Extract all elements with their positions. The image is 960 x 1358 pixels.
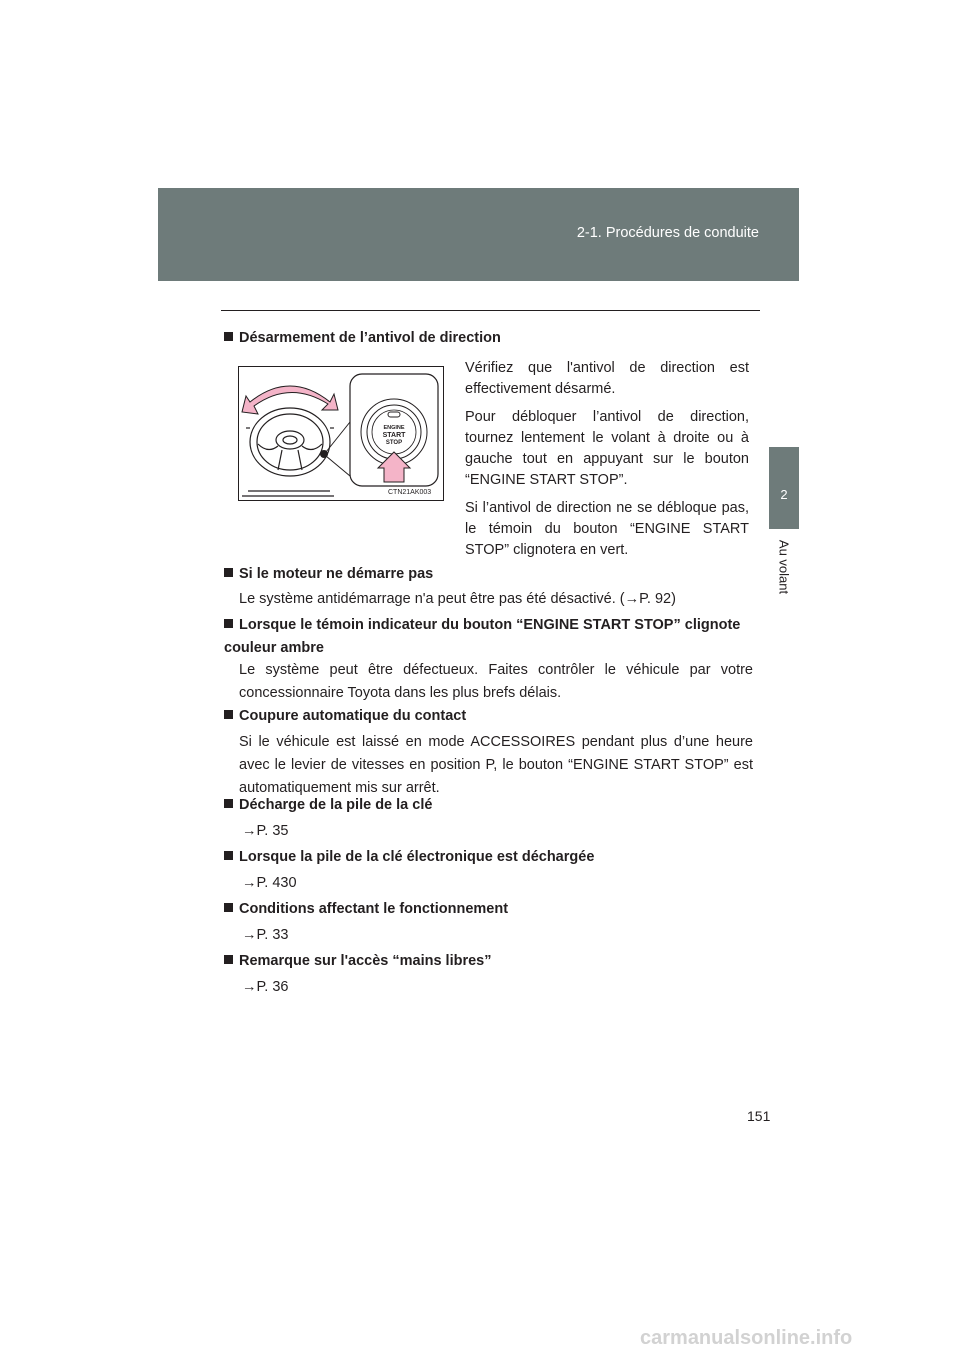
section-title-amber-indicator: Lorsque le témoin indicateur du bouton “ENGINE START STOP” clignote couleur ambre: [224, 617, 741, 656]
bullet-square-icon: [224, 619, 233, 628]
section-title-operating-conditions: Conditions affectant le fonctionnement: [224, 899, 508, 919]
chapter-title: 2-1. Procédures de conduite: [576, 225, 759, 241]
bullet-square-icon: [224, 903, 233, 912]
chapter-number: 2: [780, 487, 788, 502]
figure-code: CTN21AK003: [388, 489, 432, 496]
watermark: carmanualsonline.info: [640, 1327, 853, 1349]
page-reference-link[interactable]: →P. 33: [242, 927, 289, 943]
page-reference-link[interactable]: →P. 430: [242, 875, 297, 891]
steering-paragraph: Pour débloquer l’antivol de direction, tournez lentement le volant à droite ou à gauche tout en appuyant sur le bouton “ENGINE START STOP”.: [465, 409, 749, 488]
section-title-engine-not-start: Si le moteur ne démarre pas: [224, 564, 433, 584]
page-reference-link[interactable]: →P. 35: [242, 823, 289, 839]
steering-wheel-illustration: [238, 366, 444, 501]
chapter-header: [158, 188, 799, 281]
page-number: 151: [747, 1108, 771, 1124]
top-rule: [221, 310, 760, 311]
bullet-square-icon: [224, 851, 233, 860]
section-title-auto-power-off: Coupure automatique du contact: [224, 706, 466, 726]
section-title-steering-lock: Désarmement de l’antivol de direction: [224, 328, 501, 348]
bullet-square-icon: [224, 955, 233, 964]
section-body: Si le véhicule est laissé en mode ACCESSOIRES pendant plus d’une heure avec le levier de vitesses en position P, le bouton “ENGINE START STOP” est automatiquement mis sur arrêt.: [239, 734, 753, 796]
side-tab-label-box: [769, 533, 799, 601]
bullet-square-icon: [224, 568, 233, 577]
section-title-hands-free-note: Remarque sur l'accès “mains libres”: [224, 951, 491, 971]
section-title-electronic-key-battery: Lorsque la pile de la clé électronique est déchargée: [224, 847, 594, 867]
button-label-line-3: STOP: [385, 440, 403, 446]
steering-paragraph: Si l’antivol de direction ne se débloque pas, le témoin du bouton “ENGINE START STOP” clignotera en vert.: [465, 500, 749, 558]
steering-instructions: [465, 358, 749, 568]
chapter-label: Au volant: [776, 539, 792, 595]
bullet-square-icon: [224, 332, 233, 341]
button-label-line-2: START: [382, 432, 406, 439]
steering-paragraph: Vérifiez que l'antivol de direction est effectivement désarmé.: [465, 360, 749, 397]
section-title-key-battery: Décharge de la pile de la clé: [224, 795, 432, 815]
side-tab-number: [769, 447, 799, 529]
bullet-square-icon: [224, 710, 233, 719]
bullet-square-icon: [224, 799, 233, 808]
button-label-line-1: ENGINE: [383, 425, 405, 431]
section-body: Le système peut être défectueux. Faites contrôler le véhicule par votre concessionnaire Toyota dans les plus brefs délais.: [239, 662, 753, 701]
section-body: Le système antidémarrage n'a peut être pas été désactivé. (→P. 92): [239, 591, 676, 607]
page-reference-link[interactable]: →P. 36: [242, 979, 289, 995]
